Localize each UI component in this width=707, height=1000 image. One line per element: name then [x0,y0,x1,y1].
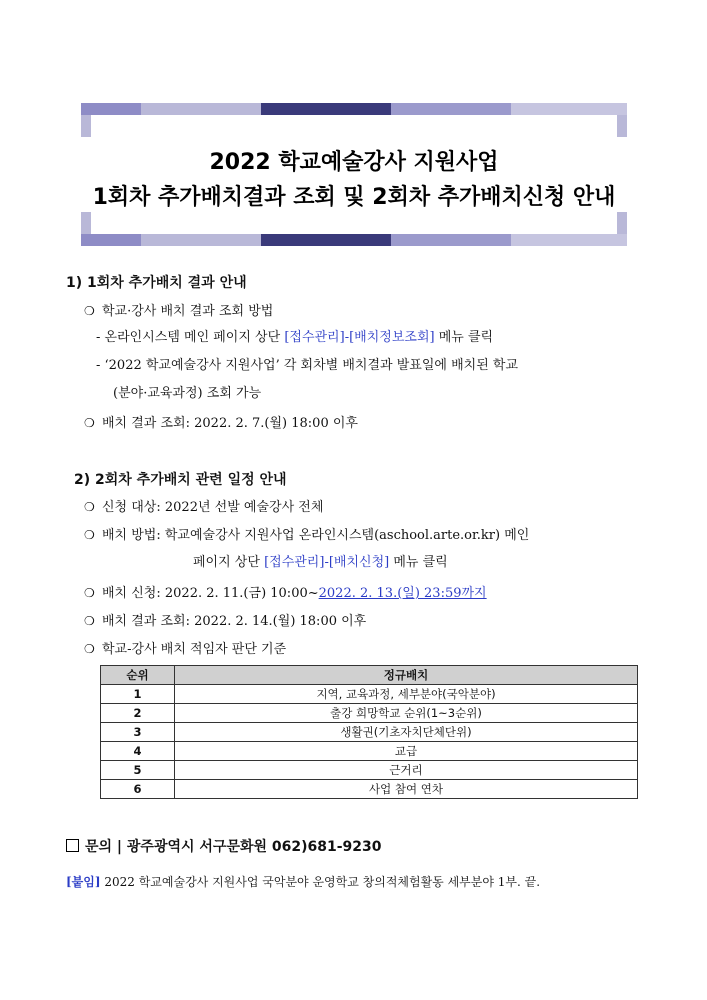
bullet-icon: ❍ [84,586,95,600]
section1-bullet2: ❍ 배치 결과 조회: 2022. 2. 7.(월) 18:00 이후 [84,416,358,431]
section1-heading: 1) 1회차 추가배치 결과 안내 [66,275,247,291]
attachment-text: 2022 학교예술강사 지원사업 국악분야 운영학교 창의적체험활동 세부분야 1부. 끝. [100,875,541,889]
title-bracket-tr [617,115,627,137]
column-header-criteria: 정규배치 [175,666,638,685]
section2-bullet3: ❍ 배치 신청: 2022. 2. 11.(금) 10:00~2022. 2. 13.(일) 23:59까지 [84,586,487,601]
table-row [101,704,638,723]
section2-bullet5: ❍ 학교-강사 배치 적임자 판단 기준 [84,642,287,657]
page-title-line2: 1회차 추가배치결과 조회 및 2회차 추가배치신청 안내 [92,185,616,210]
section2-bullet2-line1: ❍ 배치 방법: 학교예술강사 지원사업 온라인시스템(aschool.arte.or.kr) 메인 [84,528,530,543]
menu-path: [접수관리]-[배치정보조회] [284,330,435,345]
contact-text: 문의 | 광주광역시 서구문화원 062)681-9230 [85,839,382,855]
bullet-icon: ❍ [84,416,95,430]
section2-heading: 2) 2회차 추가배치 관련 일정 안내 [74,472,287,488]
rank-cell: 2 [101,704,175,723]
table-row [101,742,638,761]
checkbox-square-icon [66,839,79,852]
title-bar-top [81,103,627,115]
bullet-icon: ❍ [84,500,95,514]
bullet-icon: ❍ [84,642,95,656]
section2-bullet4: ❍ 배치 결과 조회: 2022. 2. 14.(월) 18:00 이후 [84,614,367,629]
criteria-cell: 근거리 [175,761,638,780]
attachment-tag: [붙임] [66,875,101,889]
column-header-rank: 순위 [101,666,175,685]
title-frame [81,103,627,246]
criteria-cell: 사업 참여 연차 [175,780,638,799]
table-row [101,723,638,742]
menu-path: [접수관리]-[배치신청] [264,555,390,570]
bullet-icon: ❍ [84,614,95,628]
criteria-cell: 지역, 교육과정, 세부분야(국악분야) [175,685,638,704]
contact-info [66,836,382,856]
section2-bullet2-line2: 페이지 상단 [접수관리]-[배치신청] 메뉴 클릭 [193,555,448,570]
placement-criteria-table [100,665,638,799]
bullet-icon: ❍ [84,528,95,542]
table-header-row [101,666,638,685]
title-bracket-tl [81,115,91,137]
page-title-line1: 2022 학교예술강사 지원사업 [209,150,499,175]
rank-cell: 5 [101,761,175,780]
bullet-icon: ❍ [84,304,95,318]
attachment-note [66,873,540,890]
rank-cell: 4 [101,742,175,761]
table-row [101,761,638,780]
section1-bullet1: ❍ 학교·강사 배치 결과 조회 방법 [84,304,274,319]
criteria-cell: 교급 [175,742,638,761]
section2-bullet1: ❍ 신청 대상: 2022년 선발 예술강사 전체 [84,500,324,515]
section1-dash2-line2: (분야·교육과정) 조회 가능 [113,386,262,401]
section1-dash2-line1: - ‘2022 학교예술강사 지원사업’ 각 회차별 배치결과 발표일에 배치된 학교 [96,358,518,373]
rank-cell: 3 [101,723,175,742]
criteria-cell: 출강 희망학교 순위(1~3순위) [175,704,638,723]
table-row [101,780,638,799]
title-bar-bottom [81,234,627,246]
rank-cell: 1 [101,685,175,704]
title-bracket-br [617,212,627,234]
deadline-text: 2022. 2. 13.(일) 23:59까지 [318,586,487,601]
criteria-cell: 생활권(기초자치단체단위) [175,723,638,742]
table-row [101,685,638,704]
title-bracket-bl [81,212,91,234]
section1-dash1: - 온라인시스템 메인 페이지 상단 [접수관리]-[배치정보조회] 메뉴 클릭 [96,330,494,345]
rank-cell: 6 [101,780,175,799]
